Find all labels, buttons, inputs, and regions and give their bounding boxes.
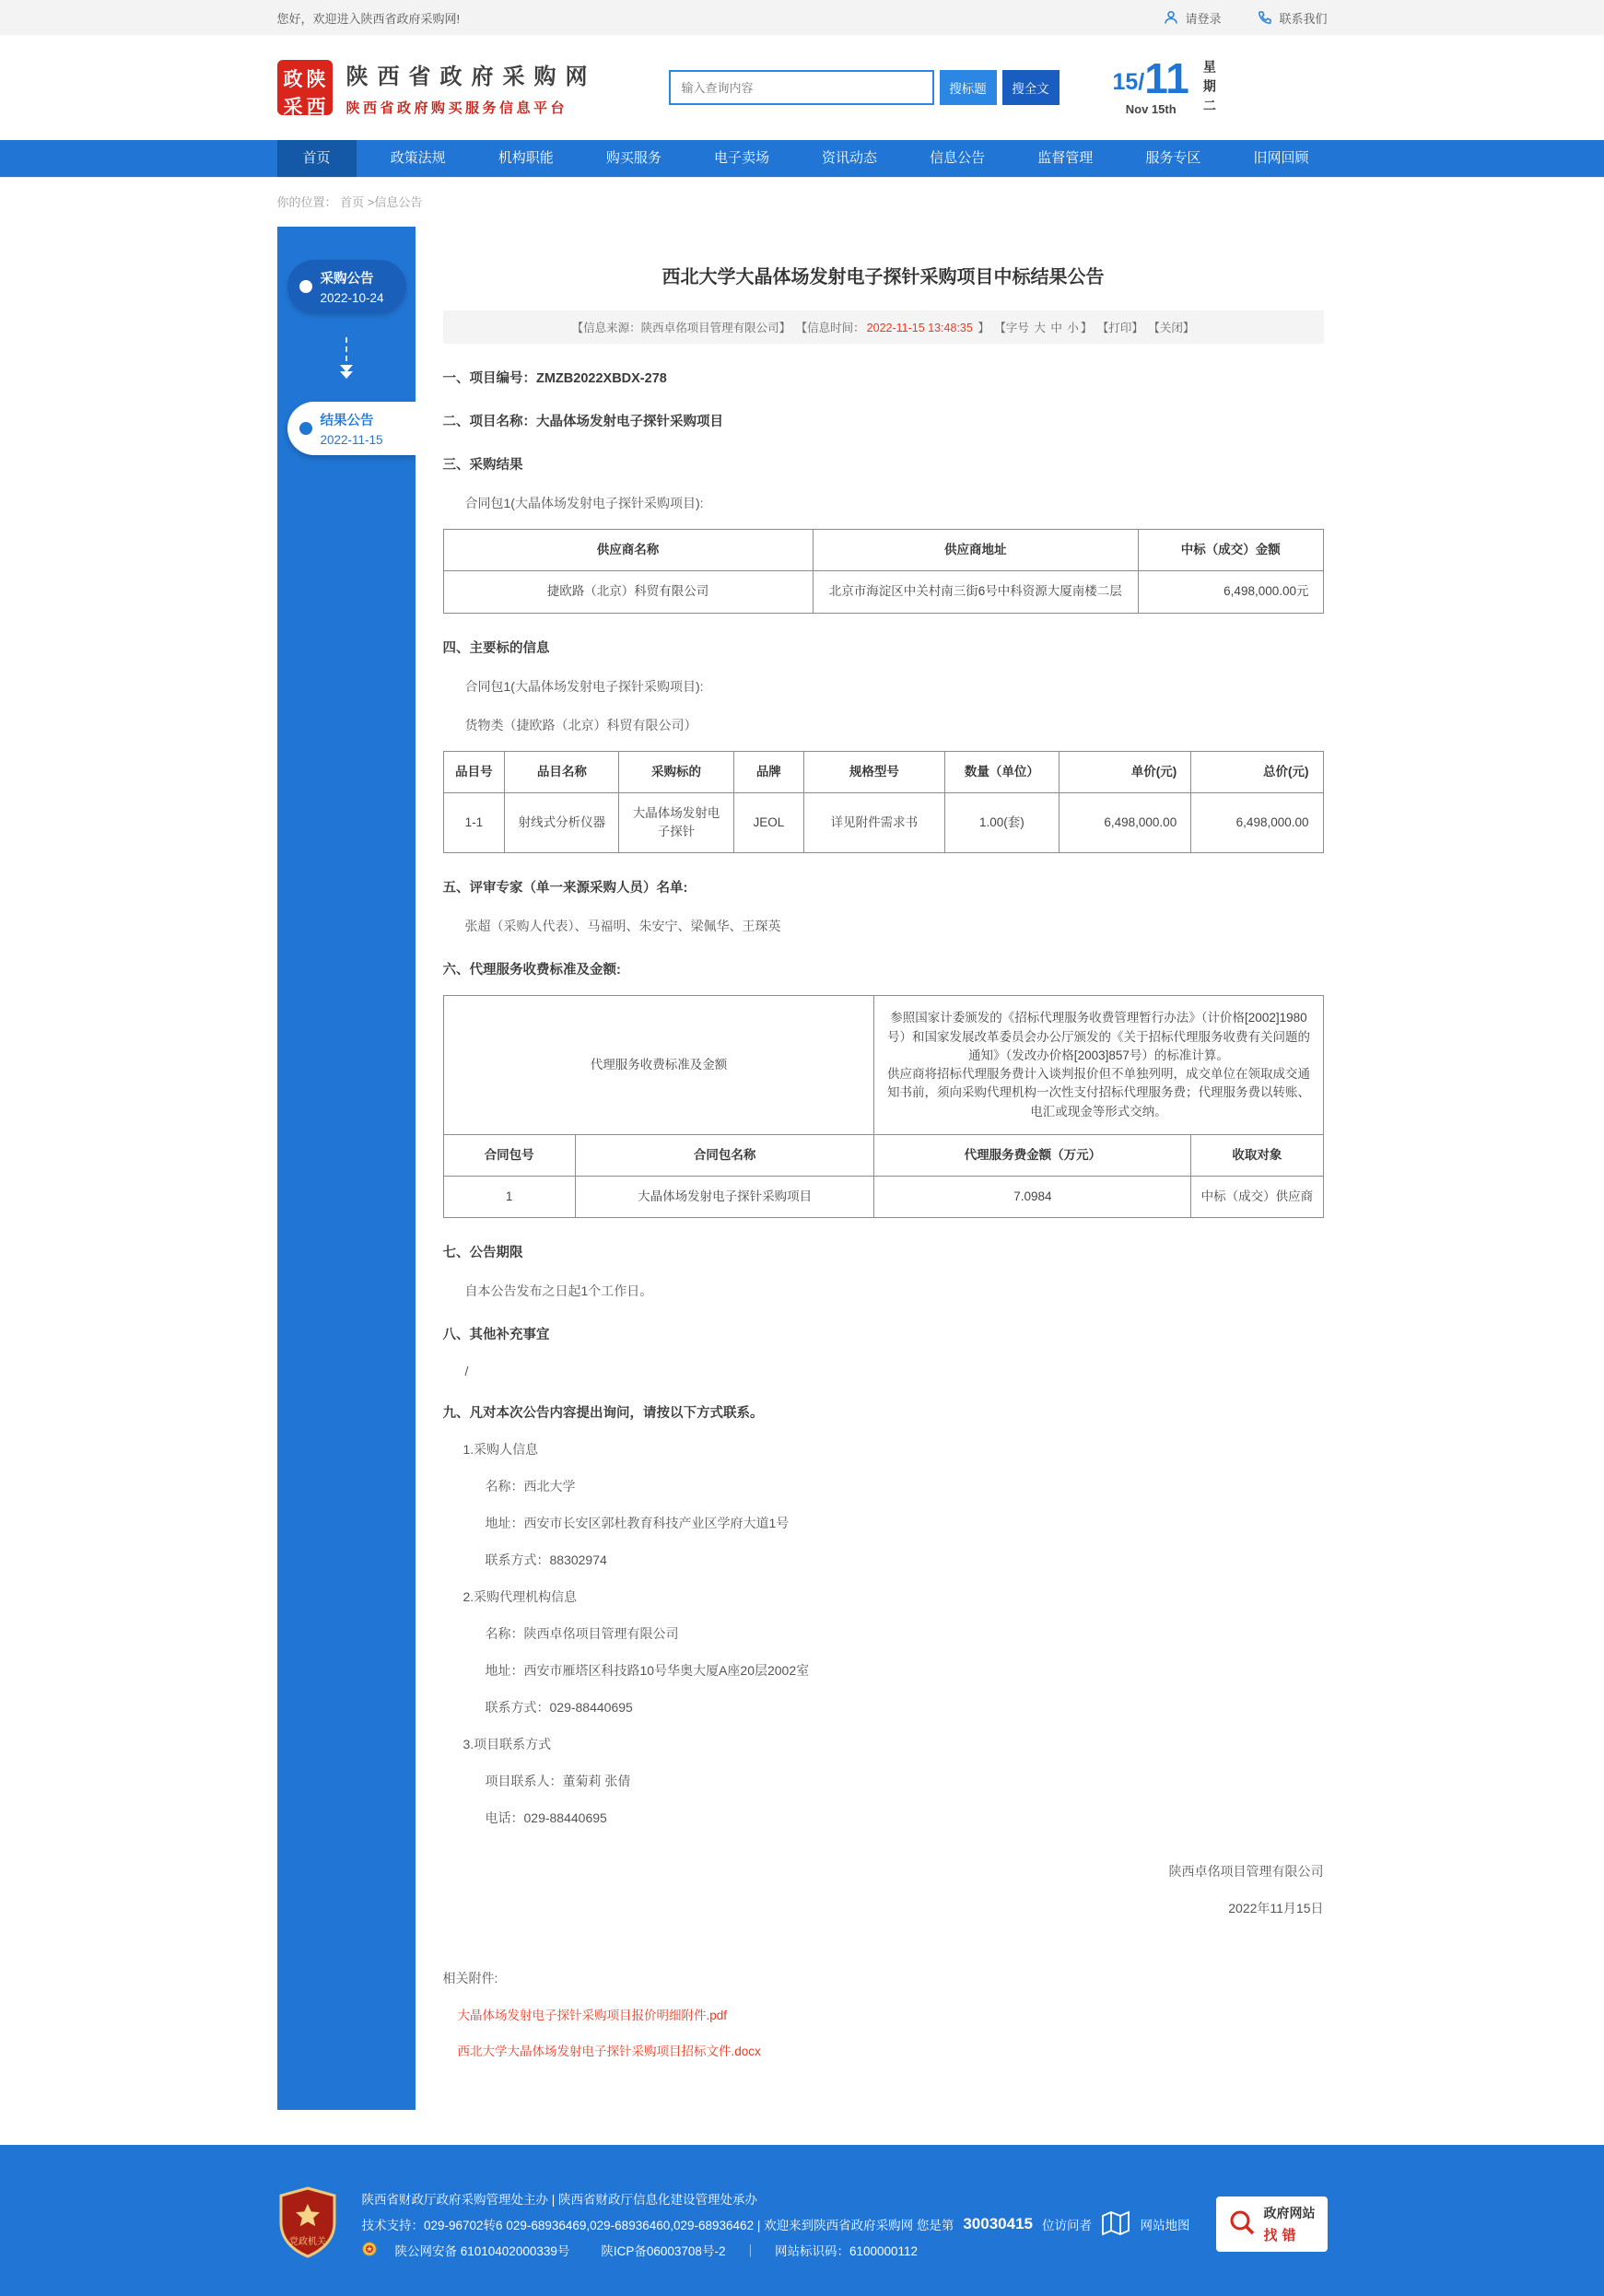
meta-time-prefix: 【信息时间： [795, 322, 865, 334]
timeline-item-procurement-notice[interactable] [287, 260, 406, 313]
logo-char: 政 [283, 69, 303, 90]
package-1-label: 合同包1(大晶体场发射电子探针采购项目): [464, 678, 704, 694]
search-title-button[interactable]: 搜标题 [940, 70, 997, 105]
agency-address: 地址：西安市雁塔区科技路10号华奥大厦A座20层2002室 [485, 1663, 810, 1679]
icp-text[interactable]: 陕ICP备06003708号-2 [601, 2244, 726, 2259]
agency-fee-label-cell: 代理服务收费标准及金额 [443, 996, 874, 1135]
item-target-cell: 大晶体场发射电子探针 [619, 792, 733, 853]
user-icon [1164, 10, 1178, 25]
item-no-cell: 1-1 [443, 792, 505, 853]
logo-char: 西 [306, 97, 326, 118]
nav-item-purchase-services[interactable]: 购买服务 [605, 150, 662, 166]
other-matters-text: / [464, 1364, 469, 1379]
timeline-item-title: 结果公告 [320, 414, 374, 428]
table-header-cell: 采购标的 [619, 751, 733, 792]
timeline-item-title: 采购公告 [320, 272, 374, 287]
agency-fee-policy-text: 参照国家计委颁发的《招标代理服务收费管理暂行办法》（计价格[2002]1980号）和国家发展改革委员会办公厅颁发的《关于招标代理服务收费有关问题的通知》（发改办价格[2003]857号）的标准计算。 [886, 1011, 1310, 1062]
signature-date: 2022年11月15日 [1228, 1901, 1324, 1916]
breadcrumb-current-link[interactable]: 信息公告 [374, 195, 423, 209]
fee-payer-cell: 中标（成交）供应商 [1191, 1177, 1323, 1218]
date-widget [1112, 54, 1256, 118]
agency-name: 名称：陕西卓佲项目管理有限公司 [485, 1626, 679, 1642]
print-button[interactable]: 【打印】 [1096, 322, 1143, 334]
table-header-cell: 合同包号 [443, 1134, 575, 1176]
visitor-suffix-text: 位访问者 [1041, 2219, 1092, 2233]
agency-info-title: 2.采购代理机构信息 [462, 1589, 578, 1605]
table-header-cell: 供应商名称 [443, 530, 813, 571]
nav-item-functions[interactable]: 机构职能 [498, 150, 554, 166]
sitemap-button[interactable] [1100, 2209, 1190, 2240]
award-amount-cell: 6,498,000.00元 [1138, 571, 1323, 613]
timeline-dot [299, 280, 312, 293]
site-subtitle: 陕西省政府购买服务信息平台 [345, 100, 568, 116]
badge-subtitle: 找错 [1263, 2228, 1301, 2244]
fee-amount-cell: 7.0984 [874, 1177, 1191, 1218]
date-month: 11 [1144, 54, 1189, 102]
meta-fontsize-label: 【字号 [994, 322, 1029, 334]
section-4-heading: 四、主要标的信息 [442, 640, 550, 656]
package-name-cell: 大晶体场发射电子探针采购项目 [575, 1177, 874, 1218]
article [416, 227, 1328, 2110]
items-table [443, 751, 1324, 854]
table-header-cell: 规格型号 [804, 751, 945, 792]
timeline-item-date: 2022-11-15 [320, 433, 383, 447]
visitor-count: 30030415 [963, 2215, 1033, 2233]
map-icon [1100, 2209, 1131, 2240]
meta-fontsize-suffix: 】 [1080, 322, 1093, 334]
buyer-name: 名称：西北大学 [485, 1479, 576, 1494]
item-brand-cell: JEOL [733, 792, 803, 853]
project-contact-title: 3.项目联系方式 [462, 1737, 552, 1752]
table-row [443, 792, 1323, 853]
item-name-cell: 射线式分析仪器 [505, 792, 619, 853]
agency-fee-policy-cell [874, 996, 1323, 1135]
party-government-shield-icon [277, 2185, 338, 2264]
agency-fee-table [443, 995, 1324, 1218]
section-8-heading: 八、其他补充事宜 [442, 1328, 550, 1343]
font-size-small-button[interactable]: 小 [1067, 322, 1079, 334]
table-row [443, 1177, 1323, 1218]
package-1-label: 合同包1(大晶体场发射电子探针采购项目): [464, 496, 704, 510]
font-size-large-button[interactable]: 大 [1034, 322, 1046, 334]
table-row [443, 571, 1323, 613]
nav-item-announcements[interactable]: 信息公告 [930, 150, 986, 166]
table-header-cell: 品目号 [443, 751, 505, 792]
date-day: 15/ [1112, 69, 1145, 95]
item-qty-cell: 1.00(套) [944, 792, 1059, 853]
site-logo[interactable] [277, 60, 333, 118]
attachment-link-pdf[interactable]: 大晶体场发射电子探针采购项目报价明细附件.pdf [457, 2009, 728, 2023]
attachments-label: 相关附件: [442, 1971, 498, 1986]
nav-item-old-site[interactable]: 旧网回顾 [1253, 150, 1309, 166]
contact-link[interactable] [1258, 9, 1327, 27]
agency-phone: 联系方式：029-88440695 [485, 1700, 633, 1716]
header [0, 35, 1604, 140]
table-header-cell: 品牌 [733, 751, 803, 792]
breadcrumb-separator: > [367, 195, 375, 209]
attachment-link-docx[interactable]: 西北大学大晶体场发射电子探针采购项目招标文件.docx [457, 2044, 761, 2059]
section-3-heading: 三、采购结果 [442, 458, 523, 473]
site-code-text: 网站标识码：6100000112 [774, 2244, 919, 2259]
close-button[interactable]: 【关闭】 [1148, 322, 1195, 334]
phone-icon [1258, 10, 1272, 25]
nav-item-service-zone[interactable]: 服务专区 [1145, 150, 1201, 166]
project-contact-phone: 电话：029-88440695 [485, 1810, 607, 1826]
section-6-heading: 六、代理服务收费标准及金额: [442, 963, 621, 978]
section-7-heading: 七、公告期限 [442, 1246, 523, 1261]
search-fulltext-button[interactable]: 搜全文 [1002, 70, 1060, 105]
logo-char: 陕 [306, 69, 326, 90]
table-header-cell: 单价(元) [1059, 751, 1190, 792]
table-header-cell: 供应商地址 [813, 530, 1138, 571]
search-bar [669, 70, 1060, 105]
sitemap-label: 网站地图 [1140, 2219, 1190, 2233]
public-security-beian-link[interactable]: 陕公网安备 61010402000339号 [362, 2241, 583, 2259]
welcome-text: 您好，欢迎进入陕西省政府采购网! [276, 11, 461, 26]
nav-item-supervision[interactable]: 监督管理 [1037, 150, 1094, 166]
timeline-sidebar [277, 227, 416, 2110]
goods-category-label: 货物类（捷欧路（北京）科贸有限公司） [464, 717, 697, 732]
item-total-price-cell: 6,498,000.00 [1191, 792, 1323, 853]
table-header-cell: 代理服务费金额（万元） [874, 1134, 1191, 1176]
logo-char: 采 [283, 97, 303, 118]
package-no-cell: 1 [443, 1177, 575, 1218]
buyer-address: 地址：西安市长安区郭杜教育科技产业区学府大道1号 [485, 1516, 790, 1531]
date-english: Nov 15th [1125, 102, 1177, 116]
section-5-heading: 五、评审专家（单一来源采购人员）名单: [442, 881, 688, 896]
table-header-cell: 总价(元) [1191, 751, 1323, 792]
contact-label: 联系我们 [1279, 11, 1328, 26]
buyer-info-title: 1.采购人信息 [462, 1442, 539, 1458]
main-nav [0, 140, 1604, 177]
supplier-name-cell: 捷欧路（北京）科贸有限公司 [443, 571, 813, 613]
emblem-label: 党政机关 [288, 2236, 326, 2247]
meta-time: 2022-11-15 13:48:35 [866, 322, 973, 334]
nav-item-home[interactable]: 首页 [277, 140, 357, 177]
meta-bar [443, 310, 1324, 344]
error-report-badge[interactable] [1216, 2196, 1328, 2252]
project-contact-person: 项目联系人：董菊莉 张倩 [485, 1774, 631, 1789]
nav-item-emall[interactable]: 电子卖场 [713, 150, 769, 166]
nav-item-news[interactable]: 资讯动态 [822, 150, 878, 166]
footer-line-3 [362, 2241, 1100, 2259]
section-9-heading: 九、凡对本次公告内容提出询问，请按以下方式联系。 [442, 1406, 764, 1422]
timeline-arrow-icon [277, 313, 416, 402]
item-spec-cell: 详见附件需求书 [804, 792, 945, 853]
login-link[interactable] [1164, 9, 1221, 27]
login-label: 请登录 [1185, 11, 1222, 26]
agency-fee-payment-text: 供应商将招标代理服务费计入谈判报价但不单独列明，成交单位在领取成交通知书前，须向采购代理机构一次性支付招标代理服务费；代理服务费以转账、电汇或现金等形式交纳。 [886, 1067, 1310, 1119]
table-header-cell: 数量（单位） [944, 751, 1059, 792]
breadcrumb-row [0, 177, 1604, 221]
table-header-cell: 合同包名称 [575, 1134, 874, 1176]
footer-line-1: 陕西省财政厅政府采购管理处主办 | 陕西省财政厅信息化建设管理处承办 [361, 2193, 758, 2208]
meta-source: 【信息来源：陕西卓佲项目管理有限公司】 [571, 322, 791, 334]
signature-company: 陕西卓佲项目管理有限公司 [1168, 1864, 1324, 1880]
tech-support-text: 技术支持：029-96702转6 029-68936469,029-68936460,029-68936462 | 欢迎来到陕西省政府采购网 您是第 [361, 2219, 954, 2233]
timeline-item-result-notice[interactable] [287, 402, 416, 455]
badge-title: 政府网站 [1263, 2206, 1316, 2221]
breadcrumb [277, 178, 1328, 221]
police-badge-icon [362, 2242, 377, 2259]
item-unit-price-cell: 6,498,000.00 [1059, 792, 1190, 853]
search-input[interactable] [669, 70, 934, 105]
site-name: 陕西省政府采购网 [345, 64, 597, 89]
footer-line-2 [362, 2215, 1100, 2233]
table-header-cell: 收取对象 [1191, 1134, 1323, 1176]
supplier-table [443, 529, 1324, 614]
page-title: 西北大学大晶体场发射电子探针采购项目中标结果公告 [662, 267, 1105, 287]
font-size-medium-button[interactable]: 中 [1050, 322, 1062, 334]
section-2-heading: 二、项目名称：大晶体场发射电子探针采购项目 [442, 415, 723, 429]
date-weekday: 星期二 [1201, 60, 1217, 118]
supplier-address-cell: 北京市海淀区中关村南三街6号中科资源大厦南楼二层 [813, 571, 1138, 613]
expert-names: 张超（采购人代表）、马福明、朱安宁、梁佩华、王琛英 [464, 919, 781, 934]
breadcrumb-home-link[interactable]: 首页 [340, 195, 365, 209]
buyer-phone: 联系方式：88302974 [485, 1552, 607, 1568]
topbar [0, 0, 1604, 35]
footer [0, 2145, 1604, 2296]
main-area [277, 227, 1328, 2110]
footer-separator: ｜ [743, 2244, 756, 2259]
nav-item-policies[interactable]: 政策法规 [390, 150, 446, 166]
table-header-cell: 中标（成交）金额 [1138, 530, 1323, 571]
timeline-item-date: 2022-10-24 [320, 291, 384, 305]
section-1-heading: 一、项目编号：ZMZB2022XBDX-278 [442, 371, 667, 386]
breadcrumb-label: 你的位置： [276, 195, 337, 209]
notice-period-text: 自本公告发布之日起1个工作日。 [464, 1283, 653, 1299]
meta-time-suffix: 】 [978, 322, 989, 334]
magnifier-icon [1228, 2208, 1256, 2241]
timeline-dot [299, 422, 312, 435]
table-header-cell: 品目名称 [505, 751, 619, 792]
